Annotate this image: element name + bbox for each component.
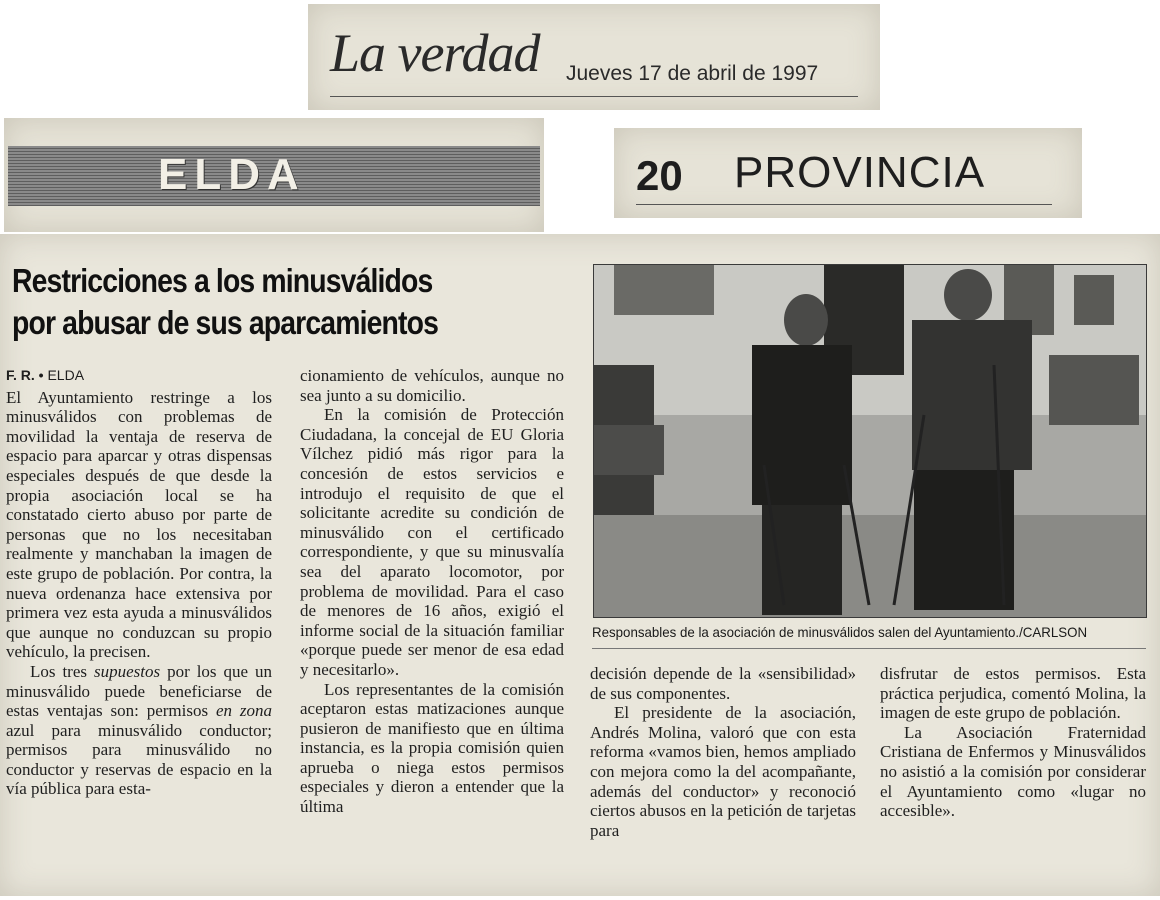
paragraph: La Asociación Fraternidad Cristiana de Enfermos y Minusválidos no asistió a la comisión por considerar el Ayuntamiento como «lugar no accesible». <box>880 722 1146 821</box>
photo-illustration <box>594 265 1146 617</box>
italic-text: supuestos <box>93 661 161 681</box>
paragraph: cionamiento de vehículos, aunque no sea junto a su domicilio. <box>300 366 564 405</box>
text-run: Los tres <box>30 661 88 681</box>
page-section: PROVINCIA <box>734 148 986 197</box>
text-run: azul para minusválido conductor; permisos para minusválido no conductor y reservas de espacio en la vía pública para esta- <box>6 720 272 799</box>
italic-text: en zona <box>215 701 273 721</box>
section-label: ELDA <box>158 150 306 199</box>
article-column-1 <box>6 366 272 799</box>
text-run: por los que un minusválido puede beneficiarse de estas ventajas son: permisos <box>6 661 273 721</box>
article-column-3 <box>590 664 856 840</box>
paragraph: disfrutar de estos permisos. Esta práctica perjudica, comentó Molina, la imagen de este grupo de población. <box>880 664 1146 723</box>
newspaper-name: La verdad <box>330 23 540 83</box>
page-number: 20 <box>636 152 683 199</box>
byline-author: F. R. • <box>6 367 44 383</box>
paragraph: decisión depende de la «sensibilidad» de sus componentes. <box>590 664 856 703</box>
paragraph: En la comisión de Protección Ciudadana, la concejal de EU Gloria Vílchez pidió más rigor para la concesión de estos servicios e introdujo el requisito de que el solicitante acredite su condición de minusválido con el certificado correspondiente, y que su minusvalía sea del aparato locomotor, por problema de movilidad. Para el caso de menores de 16 años, exigió el informe social de la situación familiar «porque puede ser menor de esa edad y necesitarlo». <box>300 405 564 679</box>
caption-rule <box>592 648 1146 649</box>
news-photo <box>593 264 1147 618</box>
masthead-clipping <box>308 4 880 110</box>
headline-line-1: Restricciones a los minusválidos <box>12 262 433 299</box>
paragraph <box>6 662 272 799</box>
paragraph: Los representantes de la comisión aceptaron estas matizaciones aunque pusieron de manifiesto que en última instancia, es la propia comisión quien aprueba o niega estos permisos especiales y dieron a entender que la última <box>300 679 564 817</box>
byline <box>6 366 272 386</box>
paragraph: El presidente de la asociación, Andrés Molina, valoró que con esta reforma «vamos bien, hemos ampliado con mejora como la del acompañante, además del conductor» y reconoció ciertos abusos en la petición de tarjetas para <box>590 703 856 840</box>
headline <box>12 260 494 344</box>
masthead-rule <box>330 96 858 97</box>
photo-caption: Responsables de la asociación de minusválidos salen del Ayuntamiento./CARLSON <box>592 624 1088 640</box>
page-header-clipping <box>614 128 1082 218</box>
paragraph: El Ayuntamiento restringe a los minusválidos con problemas de movilidad la ventaja de reserva de espacio para aparcar y otras dispensas especiales después de que desde la propia asociación local se ha constatado cierto abuso por parte de personas que no los necesitaban realmente y manchaban la imagen de este grupo de población. Por contra, la nueva ordenanza hace extensiva por primera vez esta ayuda a minusválidos que aunque no conduzcan su propio vehículo, la precisen. <box>6 387 272 662</box>
page-header-rule <box>636 204 1052 205</box>
headline-line-2: por abusar de sus aparcamientos <box>12 304 439 341</box>
section-clipping <box>4 118 544 232</box>
article-clipping <box>0 234 1160 896</box>
byline-place: ELDA <box>47 367 85 383</box>
article-column-2 <box>300 366 564 817</box>
article-column-4 <box>880 664 1146 821</box>
publication-date: Jueves 17 de abril de 1997 <box>566 62 819 85</box>
